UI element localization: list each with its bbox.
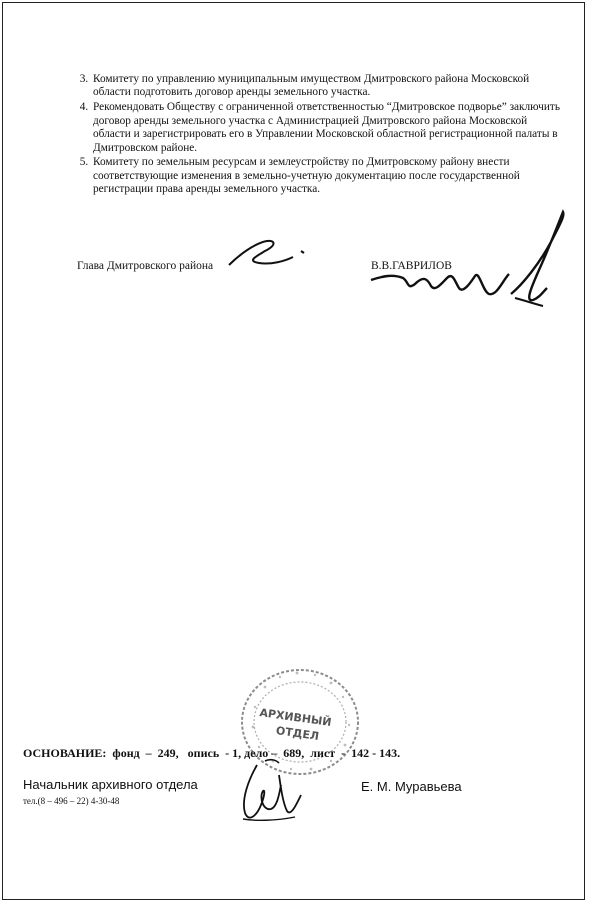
head-position: Глава Дмитровского района bbox=[77, 260, 214, 272]
resolution-items bbox=[71, 73, 561, 198]
stamp-line-1: АРХИВНЫЙ bbox=[258, 706, 333, 730]
stamp-line-2: ОТДЕЛ bbox=[275, 724, 320, 743]
document-page bbox=[2, 2, 585, 900]
resolution-item-3: 3. Комитету по управлению муниципальным имуществом Дмитровского района Московской области подготовить договор аренды земельного участка. bbox=[91, 73, 561, 100]
head-name: В.В.ГАВРИЛОВ bbox=[371, 260, 452, 272]
resolution-item-4: 4. Рекомендовать Обществу с ограниченной ответственностью “Дмитровское подворье” заключить договор аренды земельного участка с Администрацией Дмитровского района Московской области и зарегистрировать его в Управлении Московской областной регистрационной палаты в Дмитровском районе. bbox=[91, 101, 561, 155]
head-signature-left bbox=[225, 233, 315, 283]
archive-basis: ОСНОВАНИЕ: фонд – 249, опись - 1, дело – 689, лист - 142 - 143. bbox=[23, 746, 401, 760]
archive-phone: тел.(8 – 496 – 22) 4-30-48 bbox=[23, 796, 120, 806]
archive-chief-signature bbox=[235, 755, 315, 827]
archive-chief-name: Е. М. Муравьева bbox=[361, 779, 462, 794]
head-signature-right bbox=[363, 208, 583, 318]
resolution-item-5: 5. Комитету по земельным ресурсам и землеустройству по Дмитровскому району внести соответствующие изменения в земельно-учетную документацию после государственной регистрации права аренды земельного участка. bbox=[91, 156, 561, 196]
archive-chief-position: Начальник архивного отдела bbox=[23, 777, 198, 792]
